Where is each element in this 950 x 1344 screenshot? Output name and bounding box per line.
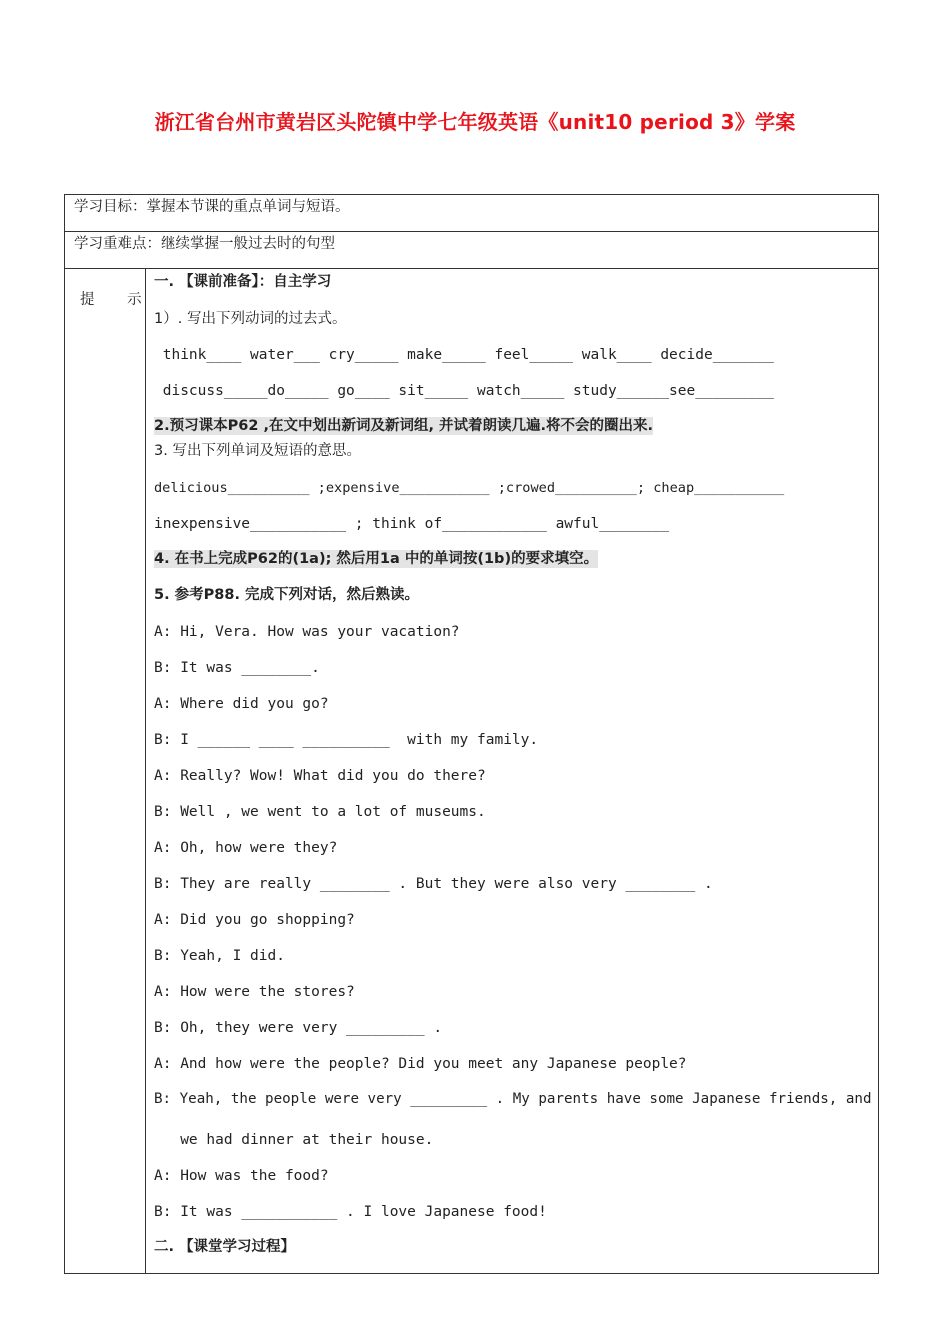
dialogue-line: B: I ______ ____ __________ with my family. [154, 732, 539, 748]
dialogue-line: B: It was ___________ . I love Japanese food! [154, 1204, 547, 1220]
key-points: 学习重难点：继续掌握一般过去时的句型 [74, 236, 335, 252]
section2-heading: 二. 【课堂学习过程】 [154, 1239, 296, 1255]
dialogue-line: A: How were the stores? [154, 984, 355, 1000]
question-5: 5. 参考P88. 完成下列对话，然后熟读。 [154, 587, 420, 603]
dialogue-line: B: Yeah, the people were very _________ . My parents have some Japanese friends, and [154, 1091, 872, 1107]
dialogue-line: A: How was the food? [154, 1168, 329, 1184]
dialogue-line: B: It was ________. [154, 660, 320, 676]
dialogue-line: A: Really? Wow! What did you do there? [154, 768, 486, 784]
question-1-instruction: 1）. 写出下列动词的过去式。 [154, 311, 347, 327]
hint-label: 提 示 [80, 292, 156, 308]
dialogue-line: A: Did you go shopping? [154, 912, 355, 928]
row-divider [64, 231, 879, 232]
page-title: 浙江省台州市黄岩区头陀镇中学七年级英语《unit10 period 3》学案 [154, 110, 796, 134]
question-2: 2.预习课本P62 ,在文中划出新词及新词组, 并试着朗读几遍.将不会的圈出来. [154, 418, 654, 434]
dialogue-line: A: And how were the people? Did you meet any Japanese people? [154, 1056, 687, 1072]
vocab-blanks-row-2: inexpensive___________ ; think of____________ awful________ [154, 516, 670, 532]
dialogue-line: B: Yeah, I did. [154, 948, 285, 964]
dialogue-line: A: Where did you go? [154, 696, 329, 712]
vocab-blanks-row-1: delicious__________ ;expensive___________ ;crowed__________; cheap___________ [154, 480, 785, 496]
verb-blanks-row-1: think____ water___ cry_____ make_____ feel_____ walk____ decide_______ [154, 347, 774, 363]
dialogue-line: B: Well , we went to a lot of museums. [154, 804, 486, 820]
column-divider [145, 268, 146, 1273]
question-3-instruction: 3. 写出下列单词及短语的意思。 [154, 443, 361, 459]
question-4: 4. 在书上完成P62的(1a); 然后用1a 中的单词按(1b)的要求填空。 [154, 551, 599, 567]
dialogue-line: A: Oh, how were they? [154, 840, 338, 856]
dialogue-line: B: Oh, they were very _________ . [154, 1020, 443, 1036]
dialogue-line: A: Hi, Vera. How was your vacation? [154, 624, 460, 640]
dialogue-line: B: They are really ________ . But they were also very ________ . [154, 876, 713, 892]
row-divider [64, 268, 879, 269]
learning-goal: 学习目标：掌握本节课的重点单词与短语。 [74, 199, 350, 215]
verb-blanks-row-2: discuss_____do_____ go____ sit_____ watch_____ study______see_________ [154, 383, 774, 399]
section1-heading: 一. 【课前准备】：自主学习 [154, 274, 332, 290]
dialogue-line: we had dinner at their house. [154, 1132, 434, 1148]
